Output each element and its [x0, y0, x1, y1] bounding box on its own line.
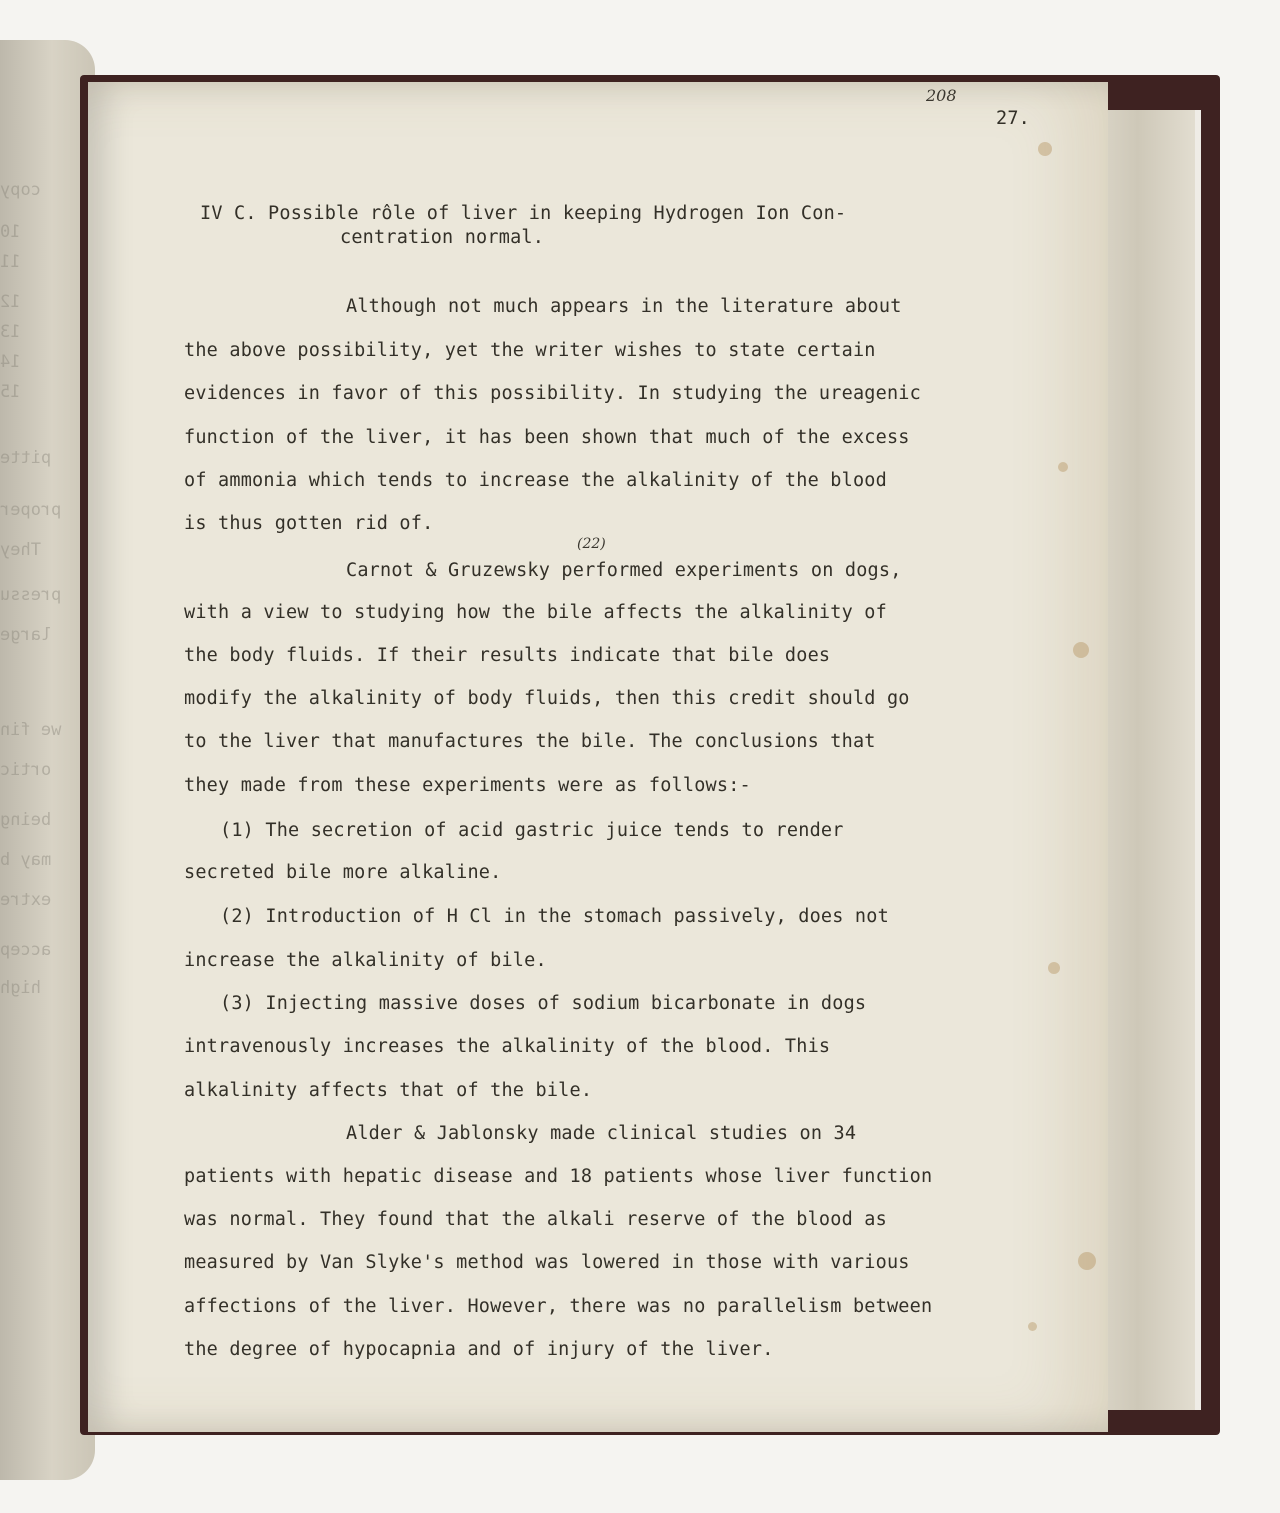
text-line: intravenously increases the alkalinity of the blood. This: [184, 1036, 831, 1057]
text-line: (1) The secretion of acid gastric juice tends to render: [220, 820, 844, 841]
text-line: the degree of hypocapnia and of injury of the liver.: [184, 1339, 774, 1360]
text-line: Carnot & Gruzewsky performed experiments on dogs,: [346, 560, 902, 581]
left-page-fragment: we fin: [0, 720, 62, 740]
text-line: Although not much appears in the literature about: [346, 296, 902, 317]
left-page-fragment: copy: [0, 180, 41, 200]
text-line: measured by Van Slyke's method was lowered in those with various: [184, 1252, 910, 1273]
left-page-fragment: 15: [0, 382, 21, 402]
text-line: secreted bile more alkaline.: [184, 862, 502, 883]
section-heading: IV C. Possible rôle of liver in keeping Hydrogen Ion Con-: [200, 203, 847, 224]
text-line: to the liver that manufactures the bile. The conclusions that: [184, 731, 876, 752]
left-page-fragment: extre: [0, 890, 52, 910]
text-line: was normal. They found that the alkali reserve of the blood as: [184, 1209, 887, 1230]
left-page-fragment: pitte: [0, 448, 52, 468]
text-line: of ammonia which tends to increase the alkalinity of the blood: [184, 470, 887, 491]
text-line: the above possibility, yet the writer wishes to state certain: [184, 340, 876, 361]
left-page-fragment: 10: [0, 222, 21, 242]
left-page-fragment: may b: [0, 850, 52, 870]
text-line: increase the alkalinity of bile.: [184, 950, 547, 971]
section-heading-continued: centration normal.: [340, 227, 545, 248]
left-page-fragment: 13: [0, 322, 21, 342]
text-line: patients with hepatic disease and 18 patients whose liver function: [184, 1166, 933, 1187]
text-line: alkalinity affects that of the bile.: [184, 1080, 593, 1101]
left-page-fragment: 12: [0, 292, 21, 312]
text-line: with a view to studying how the bile affects the alkalinity of: [184, 602, 887, 623]
text-line: (2) Introduction of H Cl in the stomach passively, does not: [220, 906, 889, 927]
left-page-fragment: They: [0, 540, 41, 560]
left-page-fragment: being: [0, 810, 52, 830]
text-line: the body fluids. If their results indicate that bile does: [184, 645, 831, 666]
left-page-fragment: proper: [0, 500, 62, 520]
left-page-fragment: accep: [0, 940, 52, 960]
stamp-number: 208: [926, 86, 957, 105]
left-page-fragment: 14: [0, 352, 21, 372]
citation-mark: (22): [577, 536, 606, 552]
page-number: 27.: [996, 108, 1031, 129]
text-line: function of the liver, it has been shown that much of the excess: [184, 427, 910, 448]
text-line: (3) Injecting massive doses of sodium bicarbonate in dogs: [220, 993, 867, 1014]
left-page-fragment: pressu: [0, 585, 62, 605]
text-line: affections of the liver. However, there was no parallelism between: [184, 1296, 933, 1317]
left-page-fragment: ortic: [0, 760, 52, 780]
text-line: Alder & Jablonsky made clinical studies on 34: [346, 1123, 857, 1144]
left-page-fragment: 11: [0, 252, 21, 272]
text-line: they made from these experiments were as follows:-: [184, 775, 751, 796]
text-line: evidences in favor of this possibility. In studying the ureagenic: [184, 383, 921, 404]
text-line: modify the alkalinity of body fluids, then this credit should go: [184, 688, 910, 709]
text-line: is thus gotten rid of.: [184, 513, 434, 534]
left-page-fragment: high: [0, 978, 41, 998]
left-page-fragment: large: [0, 625, 52, 645]
page-block-edges: [1100, 110, 1201, 1410]
